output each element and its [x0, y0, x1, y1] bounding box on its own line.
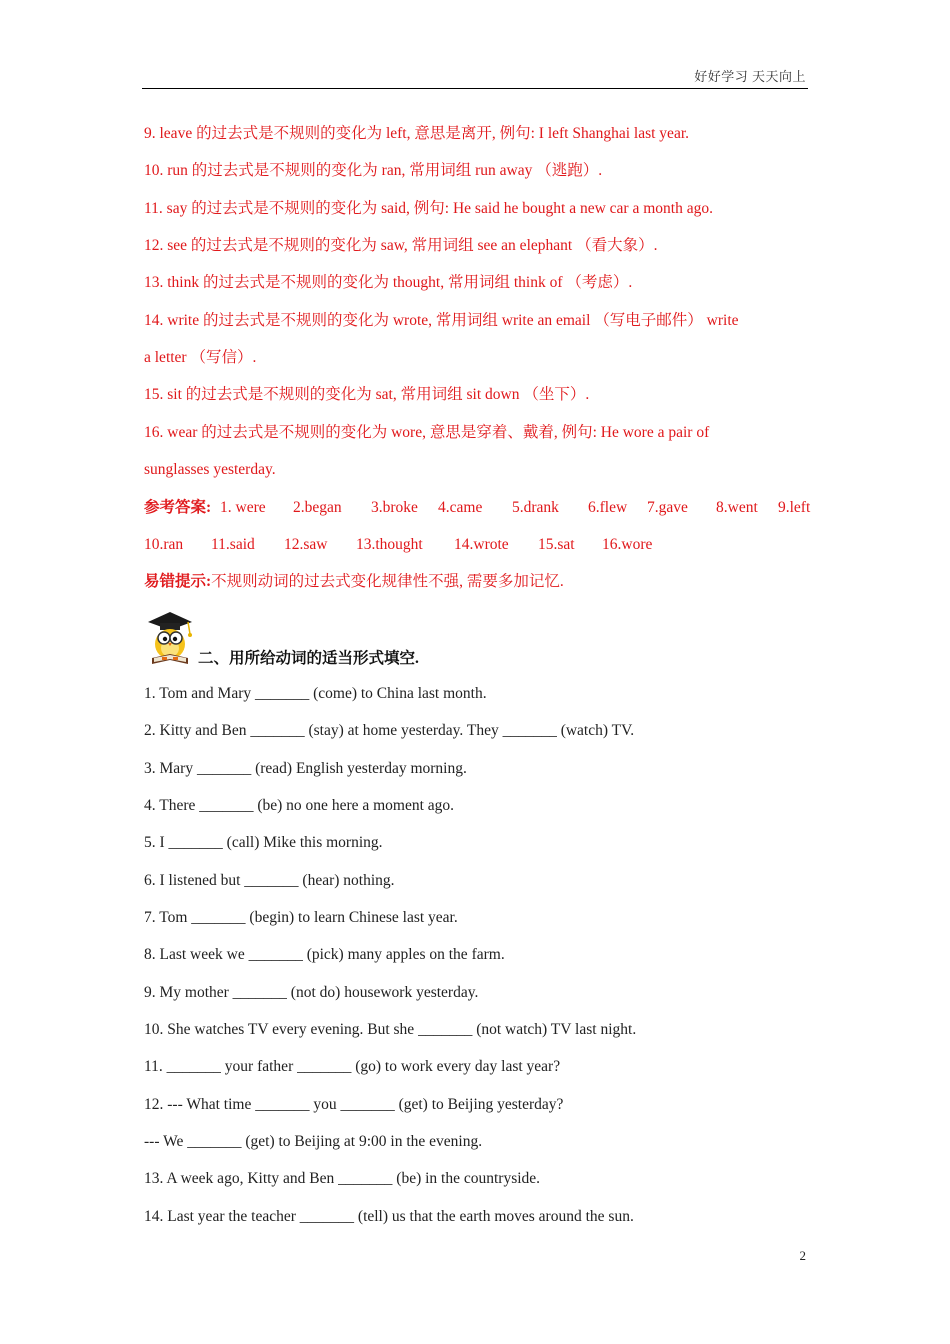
- page-number: 2: [799, 1248, 806, 1263]
- answer-item: 12.saw: [284, 536, 328, 553]
- exercise-item: 2. Kitty and Ben _______ (stay) at home yesterday. They _______ (watch) TV.: [144, 722, 635, 739]
- exercise-item: 10. She watches TV every evening. But she _______ (not watch) TV last night.: [144, 1021, 637, 1038]
- error-tip: [144, 572, 564, 592]
- answer-item: 7.gave: [647, 499, 688, 516]
- exercise-item: 7. Tom _______ (begin) to learn Chinese last year.: [144, 909, 458, 926]
- explanation-line: a letter （写信）.: [144, 349, 257, 366]
- exercise-item: 8. Last week we _______ (pick) many apples on the farm.: [144, 946, 505, 963]
- answer-item: 8.went: [716, 499, 758, 516]
- answer-item: 3.broke: [371, 499, 418, 516]
- answers-row-2: [144, 535, 816, 555]
- exercise-item: 5. I _______ (call) Mike this morning.: [144, 834, 383, 851]
- explanation-line: 16. wear 的过去式是不规则的变化为 wore, 意思是穿着、戴着, 例句: He wore a pair of: [144, 424, 710, 441]
- explanation-line: 11. say 的过去式是不规则的变化为 said, 例句: He said he bought a new car a month ago.: [144, 200, 713, 217]
- section-title: 二、用所给动词的适当形式填空.: [198, 650, 419, 667]
- tip-text: 不规则动词的过去式变化规律性不强, 需要多加记忆.: [211, 573, 564, 590]
- explanation-line: 13. think 的过去式是不规则的变化为 thought, 常用词组 think of （考虑）.: [144, 274, 633, 291]
- answer-item: 10.ran: [144, 536, 184, 553]
- exercise-item: 3. Mary _______ (read) English yesterday morning.: [144, 760, 467, 777]
- explanation-line: 14. write 的过去式是不规则的变化为 wrote, 常用词组 write an email （写电子邮件） write: [144, 312, 739, 329]
- tip-label: 易错提示:: [144, 573, 212, 590]
- explanation-line: 9. leave 的过去式是不规则的变化为 left, 意思是离开, 例句: I left Shanghai last year.: [144, 125, 689, 142]
- exercise-item: 13. A week ago, Kitty and Ben _______ (be) in the countryside.: [144, 1170, 541, 1187]
- exercise-item: 6. I listened but _______ (hear) nothing.: [144, 872, 395, 889]
- answer-item: 2.began: [293, 499, 342, 516]
- answer-item: 13.thought: [356, 536, 423, 553]
- explanation-line: 12. see 的过去式是不规则的变化为 saw, 常用词组 see an elephant （看大象）.: [144, 237, 658, 254]
- exercise-item: 12. --- What time _______ you _______ (get) to Beijing yesterday?: [144, 1096, 564, 1113]
- answer-item: 6.flew: [588, 499, 628, 516]
- owl-graduate-icon: [144, 608, 196, 666]
- answer-item: 16.wore: [602, 536, 653, 553]
- explanation-line: sunglasses yesterday.: [144, 461, 276, 478]
- exercise-item: 1. Tom and Mary _______ (come) to China last month.: [144, 685, 487, 702]
- exercise-item: --- We _______ (get) to Beijing at 9:00 in the evening.: [144, 1133, 483, 1150]
- answer-item: 1. were: [220, 499, 266, 516]
- answers-label: 参考答案:: [144, 499, 212, 516]
- answer-item: 14.wrote: [454, 536, 509, 553]
- answer-item: 4.came: [438, 499, 483, 516]
- header-divider: [142, 88, 808, 89]
- exercise-item: 11. _______ your father _______ (go) to work every day last year?: [144, 1058, 561, 1075]
- answer-item: 9.left: [778, 499, 811, 516]
- answer-item: 15.sat: [538, 536, 575, 553]
- exercise-item: 4. There _______ (be) no one here a moment ago.: [144, 797, 455, 814]
- answers-row-1: [144, 498, 816, 518]
- exercise-item: 9. My mother _______ (not do) housework yesterday.: [144, 984, 479, 1001]
- answer-item: 11.said: [211, 536, 255, 553]
- page-header: 好好学习 天天向上: [694, 69, 806, 84]
- explanation-line: 10. run 的过去式是不规则的变化为 ran, 常用词组 run away （逃跑）.: [144, 162, 603, 179]
- answer-item: 5.drank: [512, 499, 559, 516]
- exercise-item: 14. Last year the teacher _______ (tell) us that the earth moves around the sun.: [144, 1208, 634, 1225]
- explanation-line: 15. sit 的过去式是不规则的变化为 sat, 常用词组 sit down （坐下）.: [144, 386, 590, 403]
